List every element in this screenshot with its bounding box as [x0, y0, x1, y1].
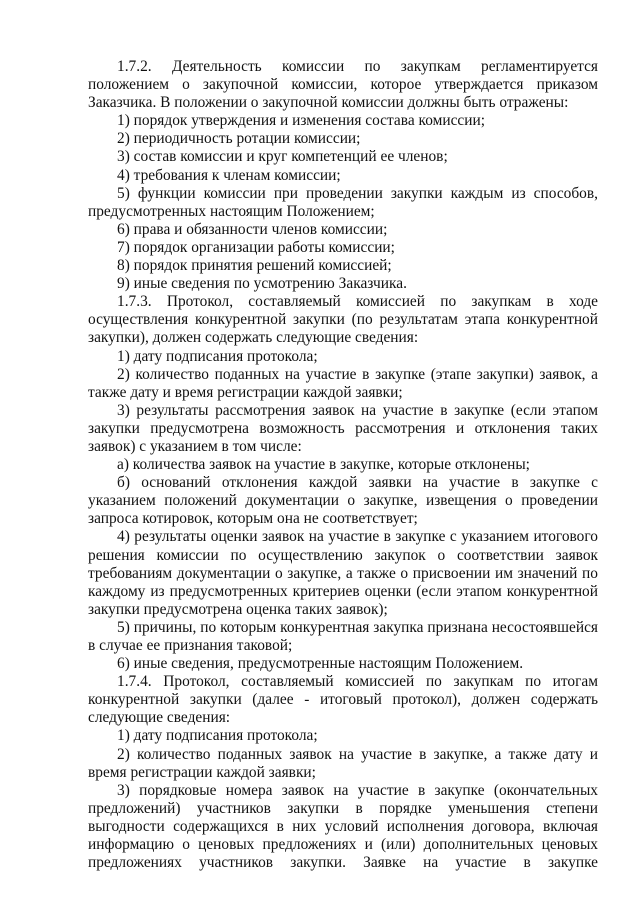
list-item: 2) периодичность ротации комиссии; [117, 130, 361, 148]
list-item: 4) результаты оценки заявок на участие в закупке с указанием итогового решения комиссии по осуществлению закупок о соответствии заявок требованиям документации о закупке, а также о присвоении им значений по каждому из предусмотренных критериев оценки (если этапом конкурентной закупки предусмотрена оценка таких заявок); [88, 528, 598, 618]
paragraph-1-7-4: 1.7.4. Протокол, составляемый комиссией по закупкам по итогам конкурентной закупки (далее - итоговый протокол), должен содержать следующие сведения: [88, 673, 598, 727]
list-item: 4) требования к членам комиссии; [117, 166, 341, 184]
list-item: 8) порядок принятия решений комиссией; [117, 257, 392, 275]
list-item: 2) количество поданных заявок на участие в закупке, а также дату и время регистрации каждой заявки; [88, 745, 598, 781]
list-item: 2) количество поданных на участие в закупке (этапе закупки) заявок, а также дату и время регистрации каждой заявки; [88, 365, 598, 401]
list-item: 6) права и обязанности членов комиссии; [117, 220, 388, 238]
list-item: 5) причины, по которым конкурентная закупка признана несостоявшейся в случае ее признания таковой; [88, 618, 598, 654]
list-item: 3) порядковые номера заявок на участие в закупке (окончательных предложений) участников закупки в порядке уменьшения степени выгодности содержащихся в них условий исполнения договора, включая информацию о ценовых предложениях и (или) дополнительных ценовых предложениях участников закупки. Заявке на участие в закупке [88, 781, 598, 872]
paragraph-1-7-2: 1.7.2. Деятельность комиссии по закупкам регламентируется положением о закупочной комиссии, которое утверждается приказом Заказчика. В положении о закупочной комиссии должны быть отражены: [88, 58, 598, 112]
list-item: 5) функции комиссии при проведении закупки каждым из способов, предусмотренных настоящим Положением; [88, 184, 598, 220]
list-item: 1) дату подписания протокола; [117, 347, 318, 365]
document-page [88, 58, 598, 872]
list-item: 3) результаты рассмотрения заявок на участие в закупке (если этапом закупки предусмотрена возможность рассмотрения и отклонения таких заявок) с указанием в том числе: [88, 401, 598, 455]
paragraph-1-7-3: 1.7.3. Протокол, составляемый комиссией по закупкам в ходе осуществления конкурентной закупки (по результатам этапа конкурентной закупки), должен содержать следующие сведения: [88, 293, 598, 347]
sub-list-item: б) оснований отклонения каждой заявки на участие в закупке с указанием положений документации о закупке, извещения о проведении запроса котировок, которым она не соответствует; [88, 474, 598, 528]
list-item: 7) порядок организации работы комиссии; [117, 238, 395, 256]
sub-list-item: а) количества заявок на участие в закупке, которые отклонены; [117, 456, 530, 474]
list-item: 1) дату подписания протокола; [117, 727, 318, 745]
list-item: 6) иные сведения, предусмотренные настоящим Положением. [117, 655, 524, 673]
list-item: 3) состав комиссии и круг компетенций ее членов; [117, 148, 448, 166]
list-item: 1) порядок утверждения и изменения состава комиссии; [117, 112, 485, 130]
list-item: 9) иные сведения по усмотрению Заказчика. [117, 275, 407, 293]
